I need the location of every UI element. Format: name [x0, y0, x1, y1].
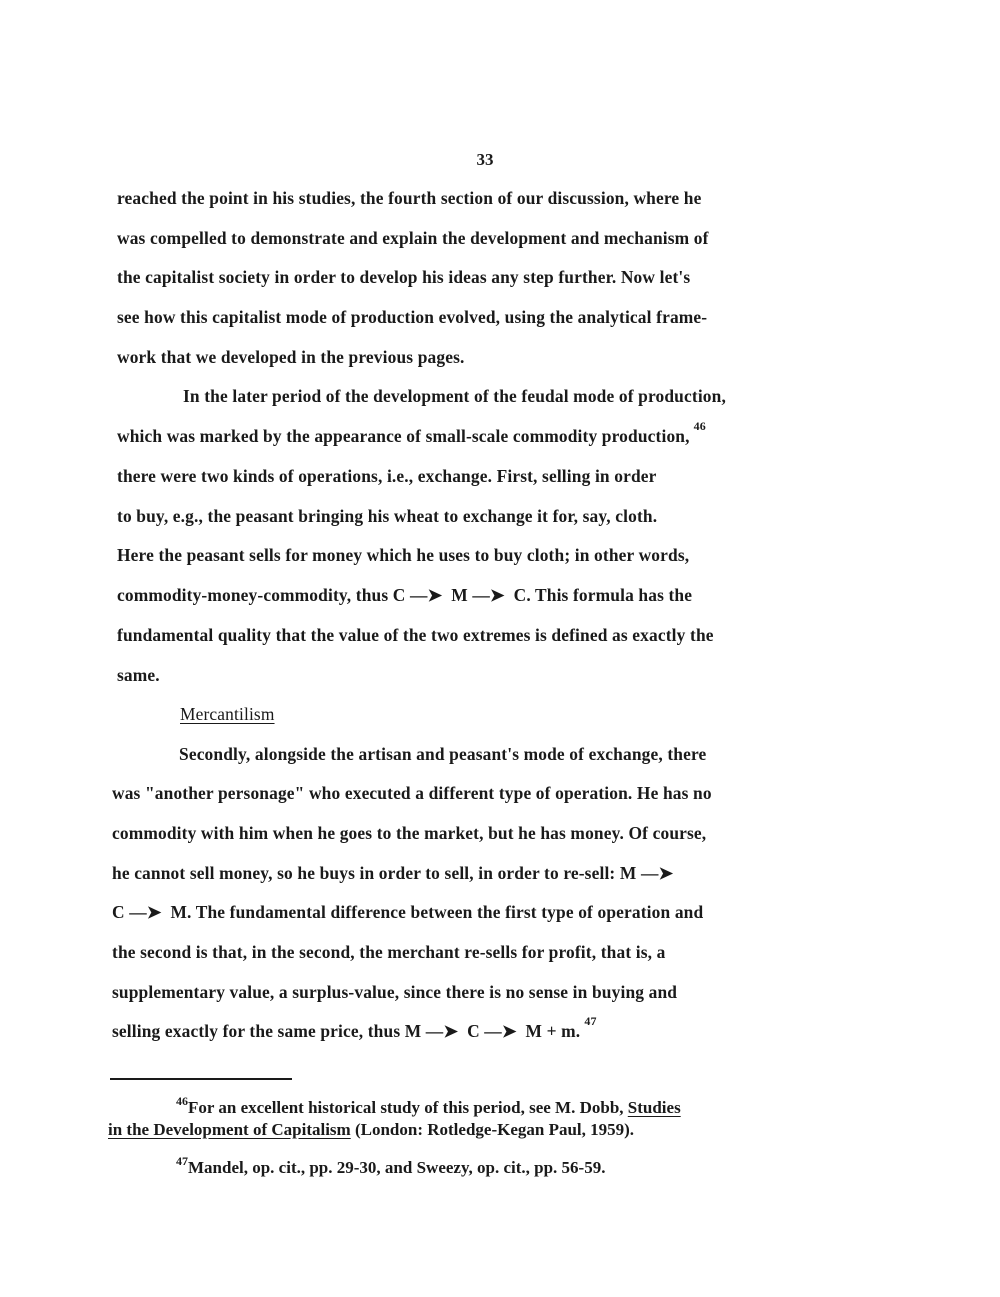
- formula-c: commodity-money-commodity, thus C: [117, 585, 406, 605]
- footnote-46-text: For an excellent historical study of this period, see M. Dobb,: [188, 1098, 628, 1117]
- paragraph-3-line-5-text: M. The fundamental difference between the first type of operation and: [170, 902, 704, 922]
- paragraph-2-line-1: In the later period of the development of the feudal mode of production,: [183, 386, 726, 406]
- paragraph-3-line-3: commodity with him when he goes to the market, but he has money. Of course,: [112, 823, 707, 843]
- page-number: 33: [476, 150, 494, 169]
- paragraph-2-line-5: Here the peasant sells for money which he uses to buy cloth; in other words,: [117, 545, 690, 565]
- formula-c: C: [112, 902, 125, 922]
- paragraph-3-line-8-text: selling exactly for the same price, thus M: [112, 1021, 422, 1041]
- paragraph-3-line-4-text: he cannot sell money, so he buys in order to sell, in order to re-sell: M: [112, 863, 637, 883]
- formula-c: C: [467, 1021, 480, 1041]
- paragraph-1-line-2: was compelled to demonstrate and explain the development and mechanism of: [117, 228, 709, 248]
- footnote-ref-47: 47: [584, 1014, 597, 1028]
- paragraph-1-line-3: the capitalist society in order to develop his ideas any step further. Now let's: [117, 267, 691, 287]
- paragraph-2-line-8: same.: [117, 665, 160, 685]
- footnote-ref-46: 46: [693, 419, 706, 433]
- footnote-46-publisher: (London: Rotledge-Kegan Paul, 1959).: [350, 1120, 635, 1139]
- footnote-46-mark: 46: [176, 1094, 188, 1108]
- paragraph-2-line-4: to buy, e.g., the peasant bringing his wheat to exchange it for, say, cloth.: [117, 506, 658, 526]
- paragraph-2-line-3: there were two kinds of operations, i.e., exchange. First, selling in order: [117, 466, 657, 486]
- paragraph-2-line-6: [117, 585, 692, 606]
- paragraph-2-line-7: fundamental quality that the value of the two extremes is defined as exactly the: [117, 625, 714, 645]
- footnote-46-title-part2: in the Development of Capitalism: [108, 1120, 351, 1139]
- paragraph-3-line-8: [112, 1014, 597, 1042]
- paragraph-3-line-4: [112, 863, 673, 884]
- arrow-icon: —➤: [410, 585, 443, 605]
- paragraph-3-line-1: Secondly, alongside the artisan and peasant's mode of exchange, there: [179, 744, 707, 764]
- paragraph-3-line-2: was "another personage" who executed a different type of operation. He has no: [112, 783, 712, 803]
- arrow-icon: —➤: [129, 902, 162, 922]
- section-heading: Mercantilism: [180, 704, 275, 724]
- paragraph-1-line-5: work that we developed in the previous pages.: [117, 347, 465, 367]
- footnote-47-mark: 47: [176, 1154, 188, 1168]
- arrow-icon: —➤: [425, 1021, 459, 1041]
- paragraph-3-line-5: [112, 902, 703, 923]
- formula-tail: C. This formula has the: [513, 585, 693, 605]
- paragraph-3-line-6: the second is that, in the second, the merchant re-sells for profit, that is, a: [112, 942, 666, 962]
- formula-m: M: [451, 585, 468, 605]
- arrow-icon: —➤: [484, 1021, 517, 1041]
- footnote-divider: [110, 1078, 292, 1080]
- formula-m-plus-m: M + m.: [525, 1021, 581, 1041]
- paragraph-1-line-4: see how this capitalist mode of production evolved, using the analytical frame-: [117, 307, 708, 327]
- footnote-46-continued: [108, 1120, 634, 1140]
- footnote-46: [176, 1094, 681, 1118]
- footnote-46-title-part1: Studies: [627, 1098, 681, 1117]
- arrow-icon: —➤: [640, 863, 674, 883]
- paragraph-1-line-1: reached the point in his studies, the fourth section of our discussion, where he: [117, 188, 702, 208]
- paragraph-2-line-2-text: which was marked by the appearance of small-scale commodity production,: [117, 426, 690, 446]
- footnote-47: [176, 1154, 606, 1178]
- paragraph-3-line-7: supplementary value, a surplus-value, since there is no sense in buying and: [112, 982, 678, 1002]
- paragraph-2-line-2: [117, 419, 706, 447]
- footnote-47-text: Mandel, op. cit., pp. 29-30, and Sweezy, op. cit., pp. 56-59.: [188, 1158, 606, 1177]
- arrow-icon: —➤: [472, 585, 505, 605]
